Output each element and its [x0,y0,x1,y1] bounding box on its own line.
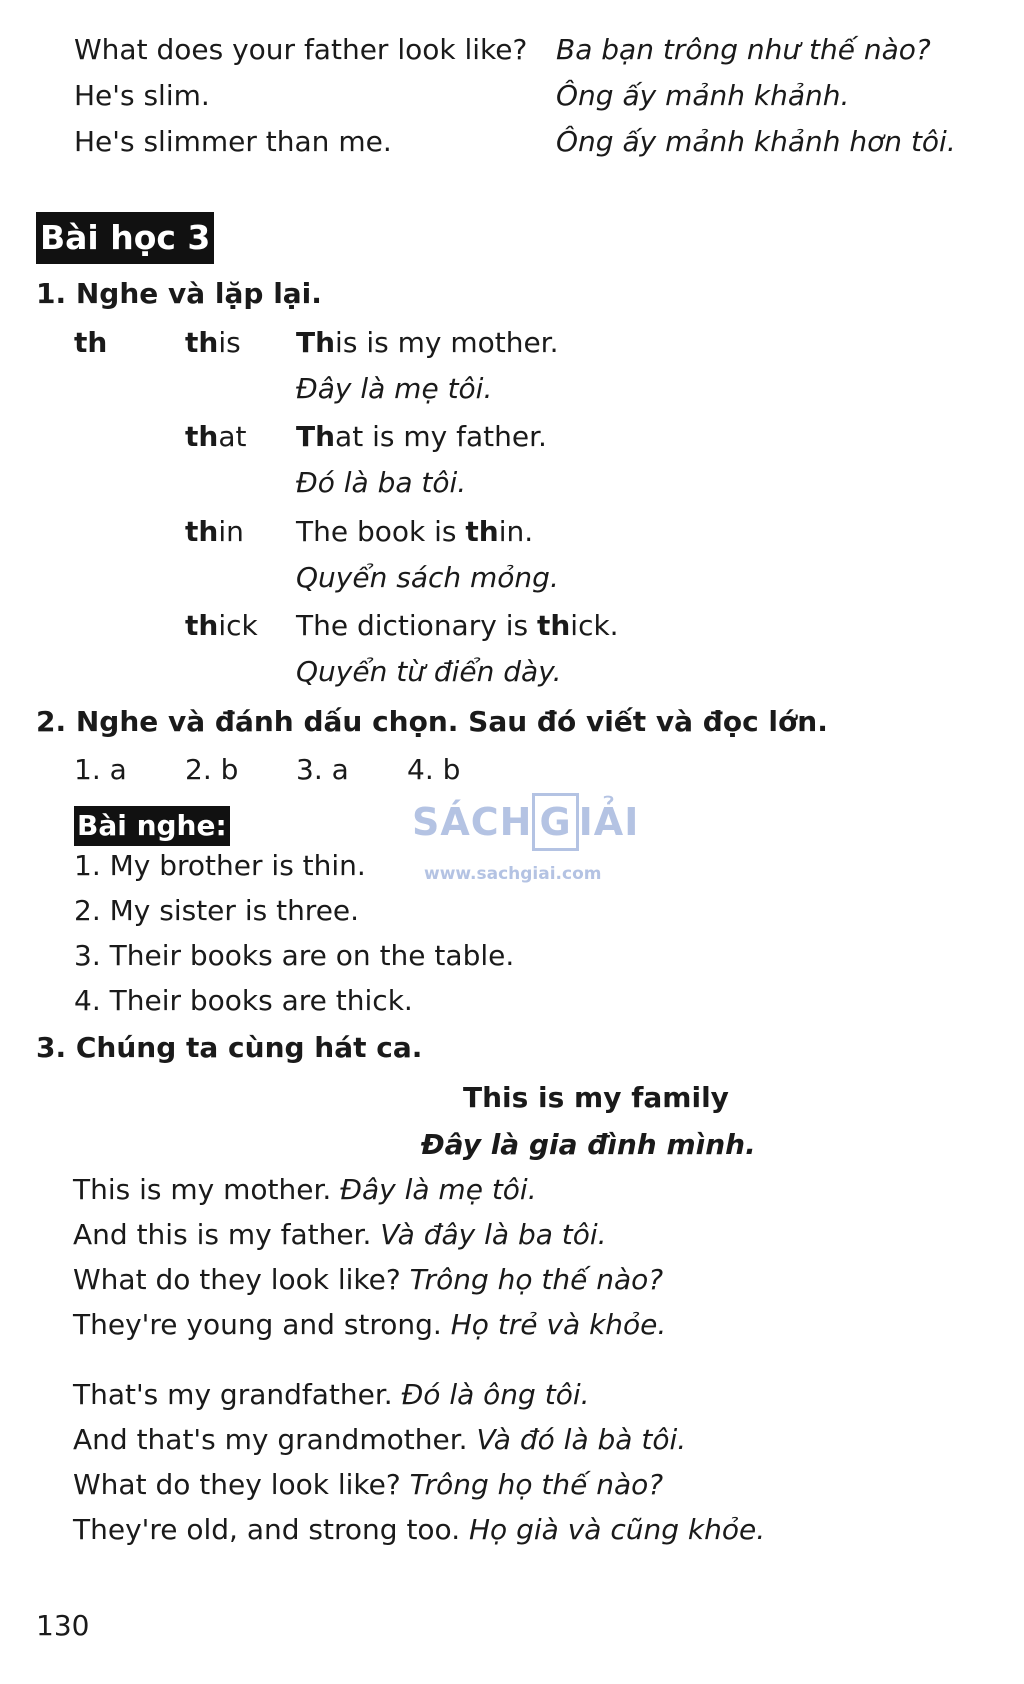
verse2-line-3 [73,1467,663,1503]
lyric-vi: Đó là ông tôi. [401,1378,590,1411]
lyric-vi: Và đây là ba tôi. [380,1218,607,1251]
sentence-2-vi: Đó là ba tôi. [296,466,467,499]
sentence-post: at is my father. [335,420,547,453]
answer-4: 4. b [407,753,461,786]
sound-label: th [74,326,108,359]
sentence-1-vi: Đây là mẹ tôi. [296,372,493,405]
listening-3: 3. Their books are on the table. [74,939,515,972]
sentence-post: ick. [570,609,619,642]
lyric-vi: Và đó là bà tôi. [476,1423,687,1456]
watermark-url: www.sachgiai.com [424,864,602,884]
word-highlight: th [185,326,219,359]
sentence-post: is is my mother. [335,326,559,359]
listening-4: 4. Their books are thick. [74,984,413,1017]
sentence-4 [296,608,619,644]
sentence-pre: The dictionary is [296,609,537,642]
lyric-en: What do they look like? [73,1468,401,1501]
sentence-3 [296,514,533,550]
section1-heading: 1. Nghe và lặp lại. [36,277,322,310]
word-rest: ick [218,609,258,642]
word-rest: in [218,515,244,548]
page-number: 130 [36,1609,90,1642]
verse1-line-2 [73,1217,607,1253]
section3-heading: 3. Chúng ta cùng hát ca. [36,1031,423,1064]
word-highlight: th [185,515,219,548]
sentence-1 [296,325,559,361]
answer-1: 1. a [74,753,127,786]
word-thick [185,608,258,644]
sentence-highlight: Th [296,420,336,453]
watermark-brand-g: G [532,793,578,851]
lyric-en: That's my grandfather. [73,1378,393,1411]
sentence-2 [296,419,547,455]
verse1-line-1 [73,1172,537,1208]
listening-1: 1. My brother is thin. [74,849,366,882]
sentence-pre: The book is [296,515,466,548]
word-highlight: th [185,420,219,453]
lyric-en: And this is my father. [73,1218,372,1251]
verse1-line-3 [73,1262,663,1298]
sentence-highlight: Th [296,326,336,359]
lyric-vi: Đây là mẹ tôi. [340,1173,537,1206]
listening-2: 2. My sister is three. [74,894,360,927]
word-that [185,419,246,455]
intro-vi-2: Ông ấy mảnh khảnh. [556,79,850,112]
sentence-highlight: th [536,609,571,642]
song-title-vi: Đây là gia đình mình. [421,1128,756,1161]
verse2-line-1 [73,1377,590,1413]
lesson-title: Bài học 3 [36,212,214,264]
intro-en-1: What does your father look like? [74,33,528,66]
sentence-4-vi: Quyển từ điển dày. [296,655,562,688]
verse2-line-4 [73,1512,765,1548]
lyric-en: They're young and strong. [73,1308,442,1341]
section2-heading: 2. Nghe và đánh dấu chọn. Sau đó viết và đọc lớn. [36,705,828,738]
sentence-highlight: th [465,515,499,548]
lyric-vi: Trông họ thế nào? [409,1468,664,1501]
lyric-vi: Trông họ thế nào? [409,1263,664,1296]
verse1-line-4 [73,1307,666,1343]
word-rest: is [218,326,241,359]
word-thin [185,514,244,550]
intro-en-3: He's slimmer than me. [74,125,392,158]
lyric-vi: Họ trẻ và khỏe. [450,1308,667,1341]
lyric-en: What do they look like? [73,1263,401,1296]
lyric-en: This is my mother. [73,1173,332,1206]
watermark-brand-left: SÁCH [412,800,533,844]
intro-vi-3: Ông ấy mảnh khảnh hơn tôi. [556,125,956,158]
word-this [185,325,241,361]
answer-2: 2. b [185,753,239,786]
word-highlight: th [185,609,219,642]
intro-en-2: He's slim. [74,79,210,112]
lyric-en: And that's my grandmother. [73,1423,468,1456]
intro-vi-1: Ba bạn trông như thế nào? [556,33,931,66]
sentence-3-vi: Quyển sách mỏng. [296,561,559,594]
watermark-logo [412,793,639,851]
listening-label: Bài nghe: [74,806,230,846]
sentence-post: in. [498,515,534,548]
watermark-brand-right: IẢI [578,800,640,844]
lyric-en: They're old, and strong too. [73,1513,461,1546]
lyric-vi: Họ già và cũng khỏe. [469,1513,766,1546]
verse2-line-2 [73,1422,686,1458]
word-rest: at [218,420,247,453]
song-title: This is my family [463,1081,729,1114]
answer-3: 3. a [296,753,349,786]
